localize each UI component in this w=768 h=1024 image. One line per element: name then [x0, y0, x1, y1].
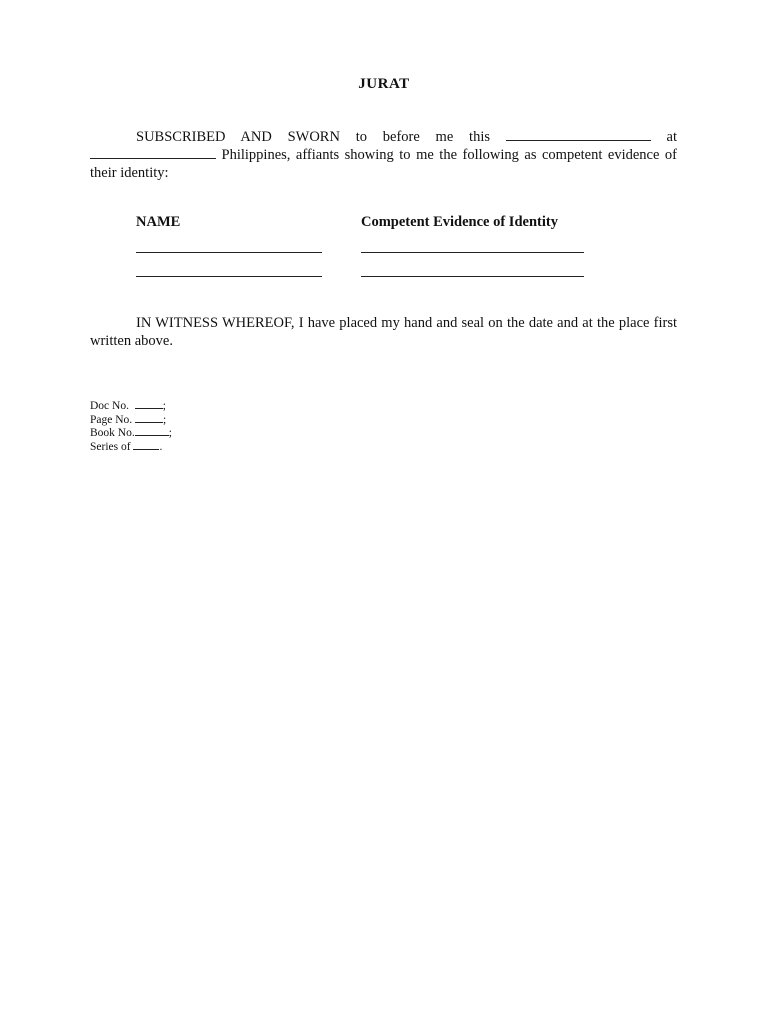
doc-no-blank: [135, 399, 163, 409]
doc-no-semicolon: ;: [162, 400, 166, 412]
subscribed-text: SUBSCRIBED AND SWORN to before me this: [136, 129, 490, 145]
evidence-blank-line: [361, 252, 584, 253]
page-no-blank: [135, 413, 163, 423]
document-title: JURAT: [358, 76, 410, 92]
series-period: .: [159, 440, 163, 453]
page-no-label: Page No.: [90, 413, 133, 426]
name-column-header: NAME: [136, 214, 181, 230]
doc-no-line: [90, 399, 172, 413]
doc-no-label: Doc No.: [90, 400, 129, 412]
date-blank-line: [506, 128, 651, 141]
evidence-column-header: Competent Evidence of Identity: [361, 214, 558, 230]
place-blank-line: [90, 146, 216, 159]
page-no-semicolon: ;: [163, 413, 167, 426]
name-blank-line: [136, 276, 322, 277]
witness-paragraph: [90, 314, 677, 350]
subscribed-paragraph: [90, 128, 677, 182]
evidence-blank-line: [361, 276, 584, 277]
book-no-label: Book No.: [90, 427, 135, 439]
series-line: [90, 440, 172, 454]
at-text: at: [666, 129, 677, 145]
series-label: Series of: [90, 440, 131, 453]
notarial-register: [90, 399, 172, 453]
series-blank: [133, 440, 159, 450]
affiants-text: Philippines, affiants showing to me the following as competent evidence of their identity:: [90, 147, 677, 181]
witness-text: IN WITNESS WHEREOF, I have placed my hand and seal on the date and at the place first written above.: [90, 315, 677, 349]
name-blank-line: [136, 252, 322, 253]
book-no-semicolon: ;: [168, 427, 172, 439]
book-no-blank: [135, 426, 169, 436]
book-no-line: [90, 426, 172, 440]
page-no-line: [90, 413, 172, 427]
